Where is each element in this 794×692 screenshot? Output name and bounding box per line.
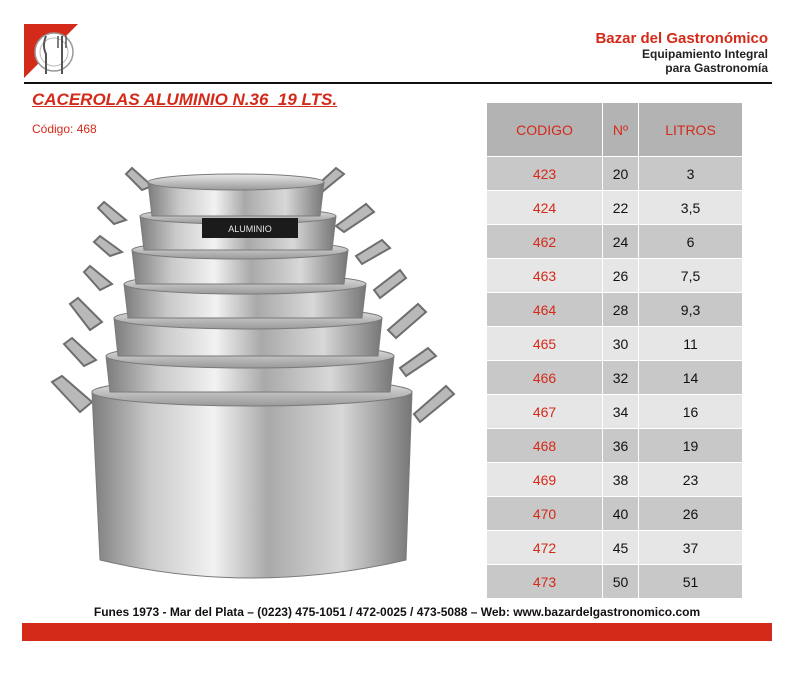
table-row	[487, 395, 743, 429]
cell-number: 28	[602, 293, 638, 327]
table-row	[487, 429, 743, 463]
footer-contact: Funes 1973 - Mar del Plata – (0223) 475-1051 / 472-0025 / 473-5088 – Web: www.bazardelgastronomico.com	[93, 605, 701, 619]
pot-label: ALUMINIO	[228, 224, 272, 234]
table-row	[487, 225, 743, 259]
header-litros: LITROS	[639, 103, 743, 157]
cell-number: 22	[602, 191, 638, 225]
cell-code: 424	[487, 191, 603, 225]
table-row	[487, 293, 743, 327]
cell-code: 467	[487, 395, 603, 429]
cell-liters: 7,5	[639, 259, 743, 293]
cell-liters: 9,3	[639, 293, 743, 327]
cell-liters: 19	[639, 429, 743, 463]
table-row	[487, 497, 743, 531]
cell-number: 26	[602, 259, 638, 293]
cell-liters: 3	[639, 157, 743, 191]
cell-liters: 6	[639, 225, 743, 259]
header-divider	[24, 82, 772, 84]
product-image	[44, 160, 464, 590]
cell-liters: 14	[639, 361, 743, 395]
cell-number: 36	[602, 429, 638, 463]
table-row	[487, 191, 743, 225]
header-codigo: CODIGO	[487, 103, 603, 157]
brand-block	[595, 30, 768, 75]
cell-number: 20	[602, 157, 638, 191]
table-row	[487, 565, 743, 599]
cell-number: 40	[602, 497, 638, 531]
cell-liters: 16	[639, 395, 743, 429]
cell-code: 465	[487, 327, 603, 361]
cell-liters: 11	[639, 327, 743, 361]
cell-code: 472	[487, 531, 603, 565]
product-code: Código: 468	[32, 122, 97, 136]
cell-number: 24	[602, 225, 638, 259]
product-title: CACEROLAS ALUMINIO N.36 19 LTS.	[32, 90, 338, 109]
specs-table	[486, 102, 743, 599]
cell-number: 30	[602, 327, 638, 361]
cell-liters: 51	[639, 565, 743, 599]
cell-code: 423	[487, 157, 603, 191]
footer-bar	[22, 623, 772, 641]
cell-code: 464	[487, 293, 603, 327]
cell-liters: 37	[639, 531, 743, 565]
table-row	[487, 157, 743, 191]
cell-liters: 26	[639, 497, 743, 531]
table-row	[487, 361, 743, 395]
cell-code: 470	[487, 497, 603, 531]
cell-code: 463	[487, 259, 603, 293]
table-row	[487, 327, 743, 361]
cell-liters: 23	[639, 463, 743, 497]
table-header-row	[487, 103, 743, 157]
cell-code: 466	[487, 361, 603, 395]
cell-liters: 3,5	[639, 191, 743, 225]
table-row	[487, 531, 743, 565]
cell-number: 38	[602, 463, 638, 497]
brand-tagline-2: para Gastronomía	[665, 61, 768, 75]
cell-number: 50	[602, 565, 638, 599]
brand-tagline-1: Equipamiento Integral	[641, 47, 768, 61]
cell-code: 473	[487, 565, 603, 599]
cell-code: 469	[487, 463, 603, 497]
header-numero: Nº	[602, 103, 638, 157]
cell-code: 468	[487, 429, 603, 463]
brand-logo	[24, 24, 78, 78]
cell-number: 32	[602, 361, 638, 395]
cell-number: 34	[602, 395, 638, 429]
cell-code: 462	[487, 225, 603, 259]
brand-name: Bazar del Gastronómico	[595, 30, 768, 47]
cell-number: 45	[602, 531, 638, 565]
table-row	[487, 259, 743, 293]
table-row	[487, 463, 743, 497]
